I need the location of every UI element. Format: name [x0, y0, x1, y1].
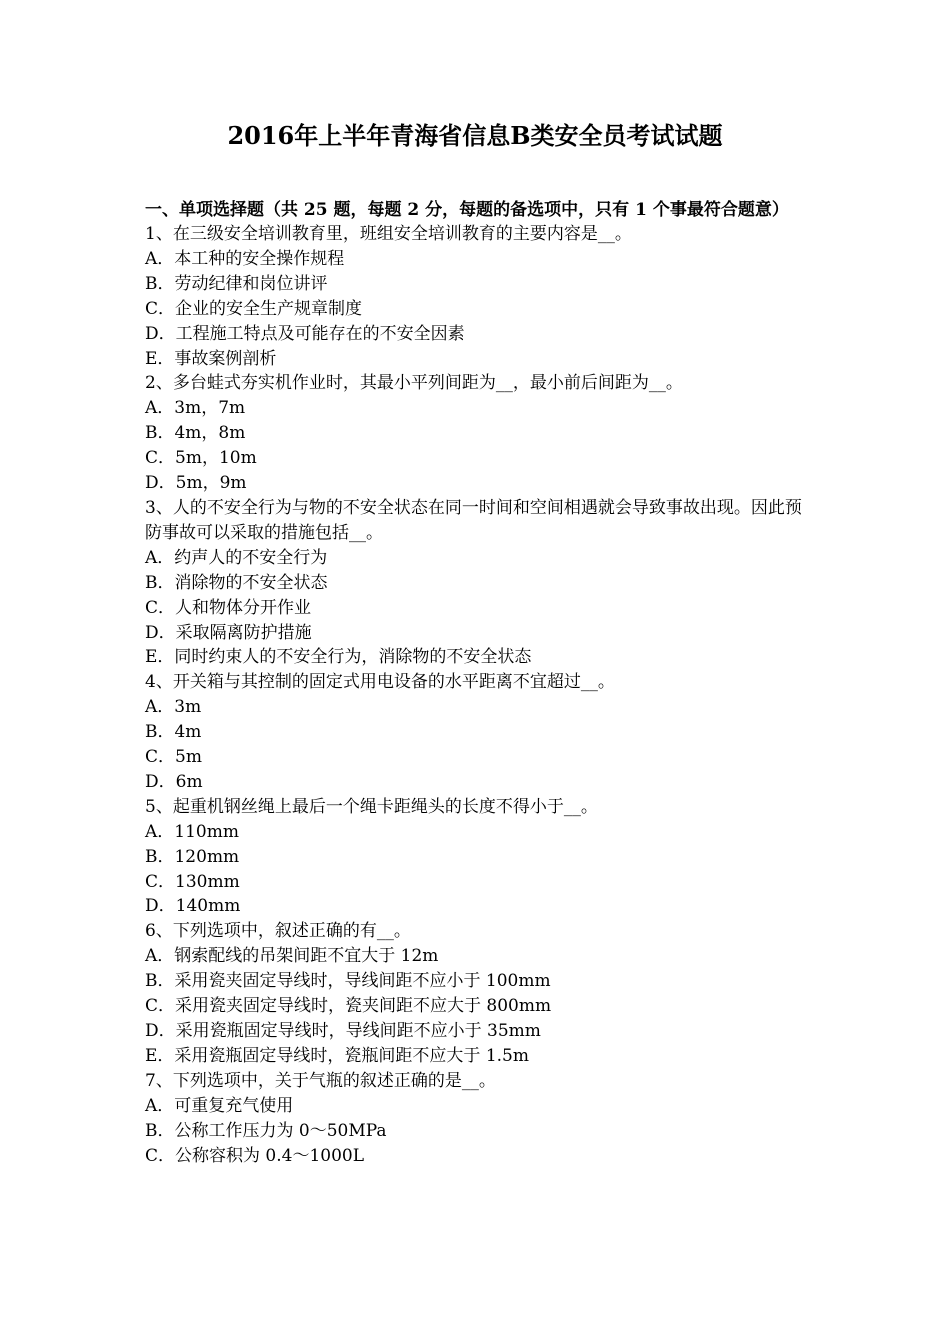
question-stem: 7、下列选项中，关于气瓶的叙述正确的是__。 [145, 1070, 496, 1091]
option-d: D．6m [145, 771, 203, 792]
question-2 [145, 371, 815, 496]
option-a: A．约声人的不安全行为 [145, 547, 328, 568]
option-c: C．公称容积为 0.4～1000L [145, 1145, 364, 1166]
question-7 [145, 1069, 815, 1169]
option-c: C．130mm [145, 871, 240, 892]
option-e: E．事故案例剖析 [145, 348, 277, 369]
question-1 [145, 222, 815, 371]
question-6 [145, 919, 815, 1068]
question-stem: 3、人的不安全行为与物的不安全状态在同一时间和空间相遇就会导致事故出现。因此预防事故可以采取的措施包括__。 [145, 497, 802, 543]
section-heading: 一、单项选择题（共 25 题，每题 2 分，每题的备选项中，只有 1 个事最符合题意） [145, 200, 789, 220]
option-c: C．企业的安全生产规章制度 [145, 298, 363, 319]
question-4 [145, 670, 815, 795]
option-a: A．钢索配线的吊架间距不宜大于 12m [145, 946, 439, 967]
question-stem: 6、下列选项中，叙述正确的有__。 [145, 921, 411, 942]
question-stem: 2、多台蛙式夯实机作业时，其最小平列间距为__，最小前后间距为__。 [145, 373, 683, 394]
option-b: B．劳动纪律和岗位讲评 [145, 273, 328, 294]
option-d: D．采用瓷瓶固定导线时，导线间距不应小于 35mm [145, 1021, 541, 1041]
option-b: B．采用瓷夹固定导线时，导线间距不应小于 100mm [145, 971, 551, 992]
document-title: 2016年上半年青海省信息B类安全员考试试题 [227, 121, 723, 150]
question-stem: 1、在三级安全培训教育里，班组安全培训教育的主要内容是__。 [145, 224, 632, 244]
document-body [145, 198, 815, 1168]
option-b: B．120mm [145, 846, 240, 867]
question-3 [145, 496, 815, 670]
question-stem: 4、开关箱与其控制的固定式用电设备的水平距离不宜超过__。 [145, 672, 615, 693]
option-d: D．140mm [145, 896, 241, 917]
option-c: C．5m，10m [145, 448, 257, 469]
option-e: E．采用瓷瓶固定导线时，瓷瓶间距不应大于 1.5m [145, 1045, 529, 1066]
option-b: B．4m，8m [145, 423, 246, 444]
option-a: A．3m，7m [145, 398, 246, 419]
option-a: A．本工种的安全操作规程 [145, 248, 345, 269]
option-d: D．采取隔离防护措施 [145, 622, 312, 643]
option-b: B．4m [145, 722, 202, 743]
option-d: D．工程施工特点及可能存在的不安全因素 [145, 323, 465, 344]
option-a: A．110mm [145, 821, 239, 842]
question-5 [145, 795, 815, 920]
option-c: C．5m [145, 747, 202, 768]
option-c: C．采用瓷夹固定导线时，瓷夹间距不应大于 800mm [145, 996, 552, 1017]
option-e: E．同时约束人的不安全行为，消除物的不安全状态 [145, 647, 532, 668]
question-stem: 5、起重机钢丝绳上最后一个绳卡距绳头的长度不得小于__。 [145, 796, 598, 817]
option-a: A．可重复充气使用 [145, 1095, 294, 1116]
option-b: B．消除物的不安全状态 [145, 572, 328, 593]
option-c: C．人和物体分开作业 [145, 597, 312, 618]
option-d: D．5m，9m [145, 473, 247, 494]
option-b: B．公称工作压力为 0～50MPa [145, 1120, 387, 1141]
option-a: A．3m [145, 697, 202, 718]
